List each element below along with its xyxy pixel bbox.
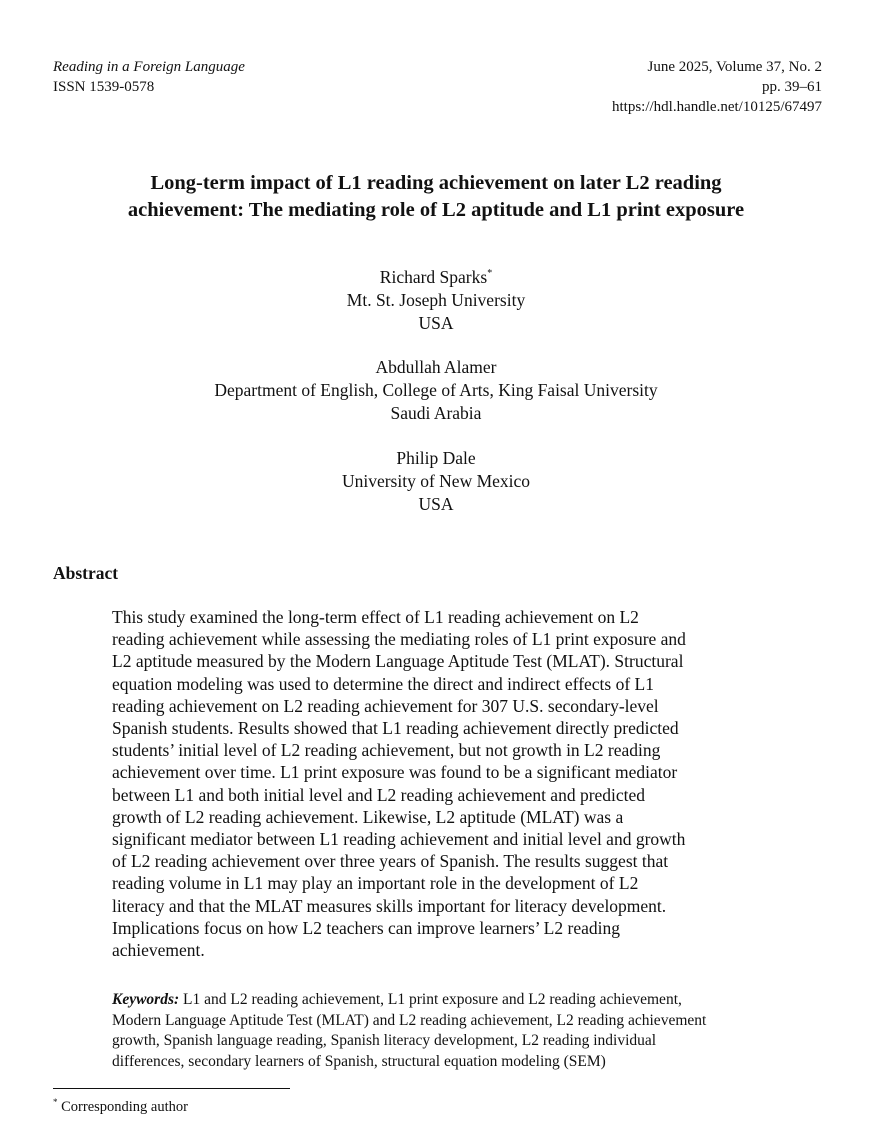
abstract-line: reading achievement on L2 reading achievement for 307 U.S. secondary-level — [112, 695, 659, 716]
author-name — [60, 266, 812, 289]
abstract-line: Spanish students. Results showed that L1 reading achievement directly predicted — [112, 718, 679, 739]
author-block-2 — [60, 356, 812, 425]
abstract-line: between L1 and both initial level and L2 reading achievement and predicted — [112, 784, 646, 805]
abstract-line: literacy and that the MLAT measures skills important for literacy development. — [112, 895, 667, 916]
keywords-line: differences, secondary learners of Spanish, structural equation modeling (SEM) — [112, 1052, 606, 1070]
abstract-line: of L2 reading achievement over three years of Spanish. The results suggest that — [112, 851, 669, 872]
footnote-text: Corresponding author — [57, 1099, 188, 1115]
abstract-line: growth of L2 reading achievement. Likewise, L2 aptitude (MLAT) was a — [112, 806, 624, 827]
abstract-line: This study examined the long-term effect of L1 reading achievement on L2 — [112, 607, 639, 627]
author-block-1 — [60, 266, 812, 335]
abstract-body — [112, 606, 812, 961]
author-country: USA — [418, 494, 454, 514]
title-line-1: Long-term impact of L1 reading achievement on later L2 reading — [150, 172, 722, 194]
abstract-line: equation modeling was used to determine the direct and indirect effects of L1 — [112, 673, 654, 694]
author-affiliation: Department of English, College of Arts, King Faisal University — [214, 380, 658, 400]
abstract-line: reading achievement while assessing the mediating roles of L1 print exposure and — [112, 629, 686, 650]
author-affiliation: Mt. St. Joseph University — [346, 290, 526, 310]
issn: ISSN 1539-0578 — [53, 79, 155, 95]
handle-url[interactable]: https://hdl.handle.net/10125/67497 — [612, 99, 822, 115]
keywords-text: L1 and L2 reading achievement, L1 print exposure and L2 reading achievement, — [179, 991, 682, 1008]
abstract-heading: Abstract — [53, 563, 119, 583]
abstract-line: significant mediator between L1 reading achievement and initial level and growth — [112, 829, 686, 850]
paper-title — [60, 170, 812, 224]
author-country: Saudi Arabia — [390, 403, 482, 423]
keywords-line: growth, Spanish language reading, Spanish literacy development, L2 reading individual — [112, 1032, 657, 1049]
footnote-divider — [53, 1088, 290, 1089]
journal-info — [53, 57, 245, 97]
title-line-2: achievement: The mediating role of L2 aptitude and L1 print exposure — [127, 199, 745, 221]
abstract-line: L2 aptitude measured by the Modern Language Aptitude Test (MLAT). Structural — [112, 651, 684, 672]
journal-name: Reading in a Foreign Language — [53, 59, 245, 75]
keywords-label: Keywords: — [112, 991, 180, 1008]
author-block-3 — [60, 447, 812, 516]
footnote — [53, 1098, 188, 1117]
author-name-text: Richard Sparks — [379, 267, 488, 287]
corresponding-author-marker: * — [487, 268, 493, 280]
abstract-line: achievement. — [112, 940, 205, 961]
abstract-line: students’ initial level of L2 reading achievement, but not growth in L2 reading — [112, 740, 661, 761]
abstract-line: reading volume in L1 may play an important role in the development of L2 — [112, 873, 639, 894]
author-affiliation: University of New Mexico — [341, 471, 531, 491]
abstract-line: Implications focus on how L2 teachers can improve learners’ L2 reading — [112, 917, 620, 938]
keywords-line — [112, 990, 822, 1011]
abstract-line: achievement over time. L1 print exposure was found to be a significant mediator — [112, 762, 678, 783]
footnote-marker: * — [53, 1097, 58, 1108]
issue-info — [612, 57, 822, 117]
keywords-block — [112, 990, 822, 1072]
issue-date-volume: June 2025, Volume 37, No. 2 — [647, 59, 822, 75]
keywords-line: Modern Language Aptitude Test (MLAT) and L2 reading achievement, L2 reading achievement — [112, 1011, 707, 1029]
author-country: USA — [418, 313, 454, 333]
author-name: Philip Dale — [396, 448, 476, 468]
page-range: pp. 39–61 — [762, 79, 822, 95]
author-name: Abdullah Alamer — [375, 357, 497, 377]
